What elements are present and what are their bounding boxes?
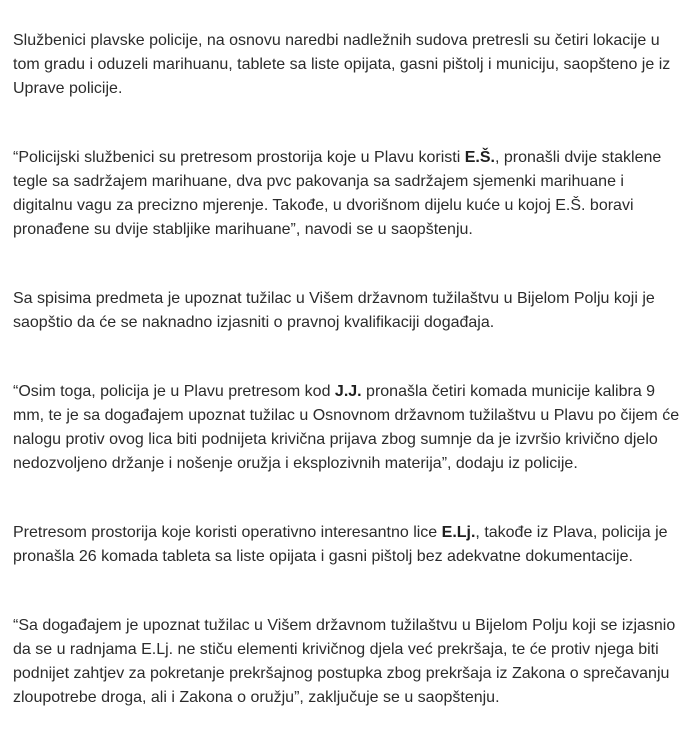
paragraph-text: , takođe iz Plava, policija je pronašla 26 komada tableta sa liste opijata i gasni pištolj bez adekvatne dokumentacije. [13,524,668,565]
paragraph-text: Sa spisima predmeta je upoznat tužilac u Višem državnom tužilaštvu u Bijelom Polju koji je saopštio da će se naknadno izjasniti o pravnoj kvalifikaciji događaja. [13,290,655,331]
article-paragraph [13,122,691,242]
paragraph-text: Pretresom prostorija koje koristi operativno interesantno lice [13,524,442,541]
bold-initials: E.Š. [464,149,495,166]
article-paragraph [13,497,691,569]
article-paragraph [13,590,691,710]
paragraph-text: Službenici plavske policije, na osnovu naredbi nadležnih sudova pretresli su četiri lokacije u tom gradu i oduzeli marihuanu, tablete sa liste opijata, gasni pištolj i municiju, saopšteno je iz Uprave policije. [13,32,671,97]
paragraph-text: “Osim toga, policija je u Plavu pretresom kod [13,383,335,400]
article-paragraph [13,356,691,476]
paragraph-text: “Sa događajem je upoznat tužilac u Višem državnom tužilaštvu u Bijelom Polju koji se izjasnio da se u radnjama E.Lj. ne stiču elementi krivičnog djela već prekršaja, te će protiv njega biti podnijet zahtjev za pokretanje prekršajnog postupka zbog prekršaja iz Zakona o sprečavanju zloupotrebe droga, ali i Zakona o oružju”, zaključuje se u saopštenju. [13,617,676,706]
paragraph-text: pronašla četiri komada municije kalibra 9 mm, te je sa događajem upoznat tužilac u Osnovnom državnom tužilaštvu u Plavu po čijem će nalogu protiv ovog lica biti podnijeta krivična prijava zbog sumnje da je izvršio krivično djelo nedozvoljeno držanje i nošenje oružja i eksplozivnih materija”, dodaju iz policije. [13,383,680,472]
article-body [13,5,691,731]
paragraph-text: “Policijski službenici su pretresom prostorija koje u Plavu koristi [13,149,465,166]
bold-initials: J.J. [334,383,362,400]
article-paragraph [13,263,691,335]
paragraph-text: , pronašli dvije staklene tegle sa sadržajem marihuane, dva pvc pakovanja sa sadržajem sjemenki marihuane i digitalnu vagu za precizno mjerenje. Takođe, u dvorišnom dijelu kuće u kojoj E.Š. boravi pronađene su dvije stabljike marihuane”, navodi se u saopštenju. [13,149,662,238]
bold-initials: E.Lj. [441,524,476,541]
article-paragraph [13,5,691,101]
